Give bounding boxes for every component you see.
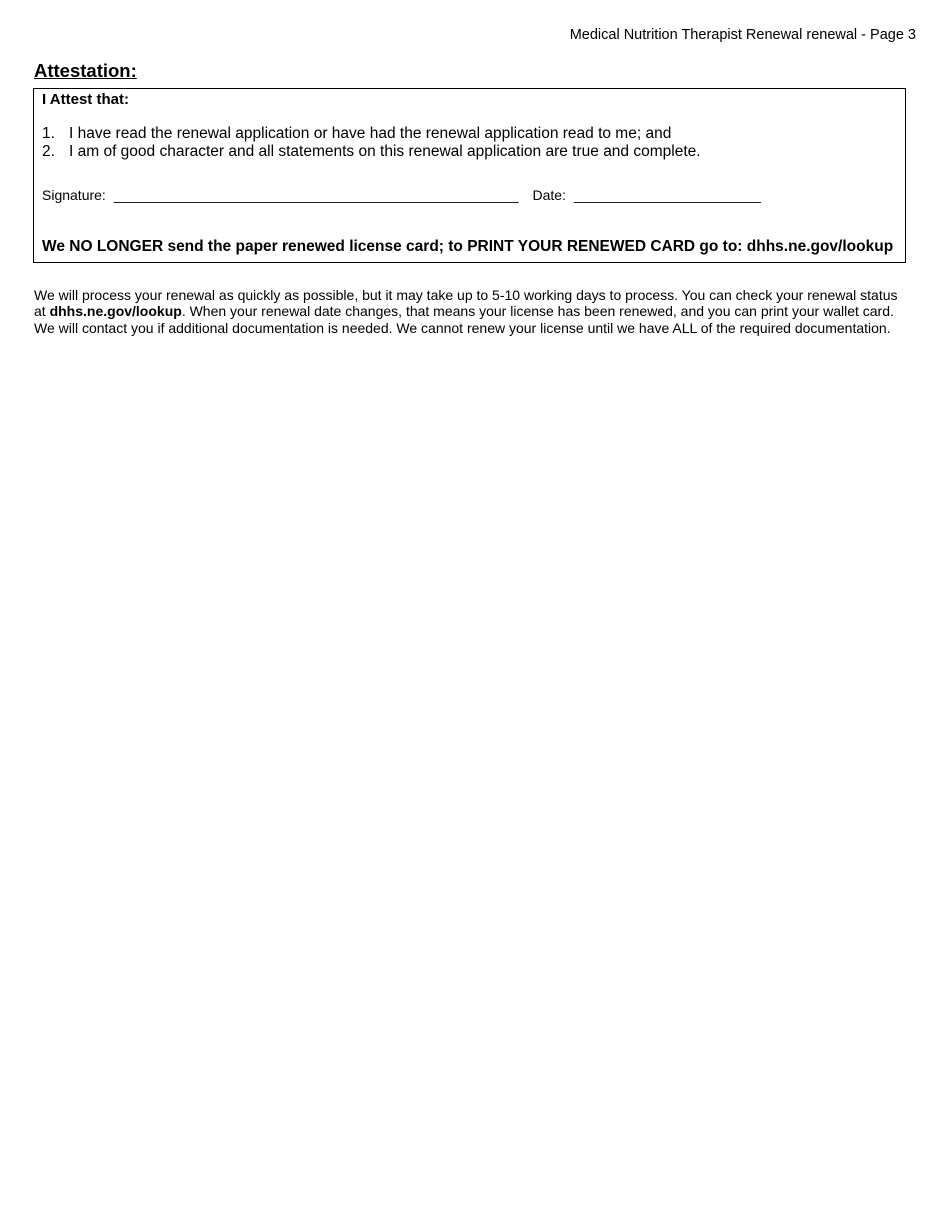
list-item	[42, 125, 701, 143]
signature-label: Signature:	[42, 187, 106, 203]
signature-field[interactable]: ____________________________________________________	[113, 187, 519, 203]
signature-row	[42, 187, 771, 203]
list-item-number: 2.	[42, 142, 55, 160]
info-line-1: We will process your renewal as quickly as possible, but it may take up to 5-10 working days to process. You can check your renewal status	[34, 287, 898, 303]
date-field[interactable]: ________________________	[573, 187, 761, 203]
attestation-box	[33, 88, 906, 263]
list-item	[42, 143, 701, 161]
attestation-list	[42, 125, 701, 160]
processing-info	[34, 287, 914, 336]
print-card-notice: We NO LONGER send the paper renewed license card; to PRINT YOUR RENEWED CARD go to: dhhs.ne.gov/lookup	[42, 238, 894, 255]
page-header: Medical Nutrition Therapist Renewal renewal - Page 3	[569, 27, 916, 43]
lookup-link: dhhs.ne.gov/lookup	[49, 303, 182, 320]
info-line-2-suffix: . When your renewal date changes, that means your license has been renewed, and you can print your wallet card.	[181, 303, 894, 320]
list-item-number: 1.	[42, 125, 55, 142]
info-line-2-prefix: at	[34, 303, 50, 320]
date-label: Date:	[532, 187, 566, 203]
info-line-3: We will contact you if additional documentation is needed. We cannot renew your license until we have ALL of the required documentation.	[34, 319, 891, 336]
list-item-text: I am of good character and all statements on this renewal application are true and complete.	[69, 142, 701, 160]
info-line-2	[34, 303, 914, 319]
section-title-attestation: Attestation:	[34, 60, 137, 81]
list-item-text: I have read the renewal application or have had the renewal application read to me; and	[69, 125, 672, 142]
attest-heading: I Attest that:	[42, 91, 129, 108]
